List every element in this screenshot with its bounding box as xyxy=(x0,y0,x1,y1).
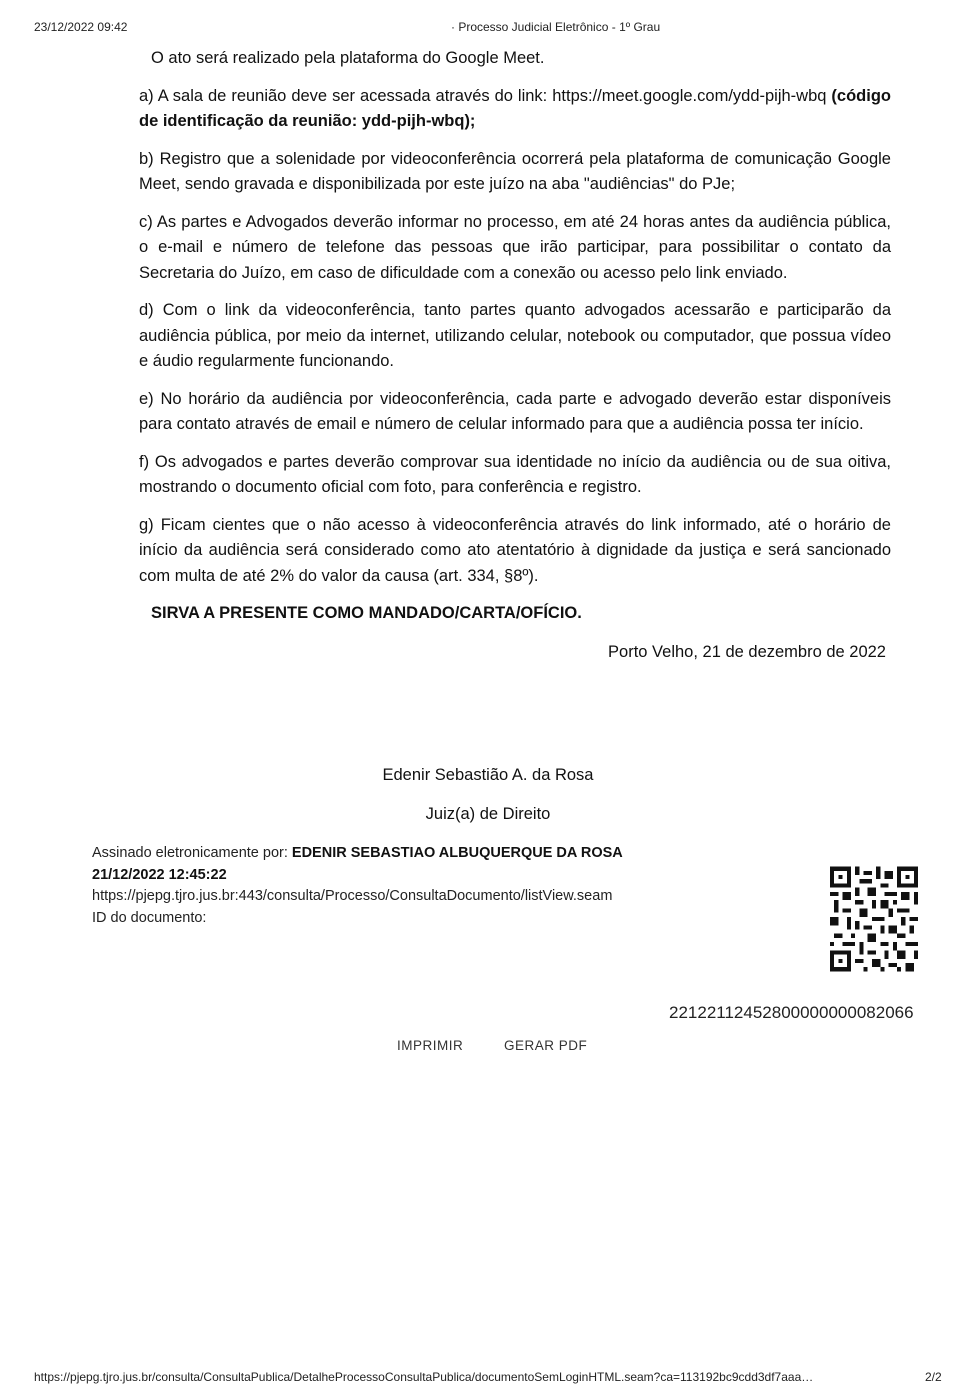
signer-role: Juiz(a) de Direito xyxy=(425,805,551,823)
page-number: 2/2 xyxy=(925,1370,942,1384)
place-date: Porto Velho, 21 de dezembro de 2022 xyxy=(608,642,886,661)
intro-paragraph: O ato será realizado pela plataforma do Google Meet. xyxy=(151,49,545,67)
signer-name: Edenir Sebastião A. da Rosa xyxy=(382,766,594,784)
signature-label: Assinado eletronicamente por: xyxy=(92,845,292,861)
item-a-meeting-code: (código de identificação da reunião: ydd-pijh-wbq); xyxy=(139,86,891,130)
item-a-paragraph xyxy=(139,84,891,135)
item-d-paragraph: d) Com o link da videoconferência, tanto partes quanto advogados acessarão e participarão da audiência pública, por meio da internet, utilizando celular, notebook ou computador, que possua vídeo e áudio regularmente funcionando. xyxy=(139,301,891,370)
signature-name: EDENIR SEBASTIAO ALBUQUERQUE DA ROSA xyxy=(291,845,623,861)
print-footer-url: https://pjepg.tjro.jus.br/consulta/ConsultaPublica/DetalheProcessoConsultaPublica/documentoSemLoginHTML.seam?ca=113192bc9cdd3df7aaa… xyxy=(34,1370,814,1384)
electronic-signature-block xyxy=(92,843,623,929)
item-c-paragraph: c) As partes e Advogados deverão informar no processo, em até 24 horas antes da audiência pública, o e-mail e número de telefone das pessoas que irão participar, para possibilitar o contato da Secretaria do Juízo, em caso de dificuldade com a conexão ou acesso pelo link enviado. xyxy=(139,212,891,282)
print-timestamp: 23/12/2022 09:42 xyxy=(34,20,128,34)
document-id-label: ID do documento: xyxy=(92,909,207,926)
generate-pdf-button[interactable]: GERAR PDF xyxy=(504,1038,588,1053)
print-footer xyxy=(0,1370,960,1388)
item-g-paragraph: g) Ficam cientes que o não acesso à videoconferência através do link informado, até o horário de início da audiência será considerado como ato atentatório à dignidade da justiça e será sancionado com multa de até 2% do valor da causa (art. 334, §8º). xyxy=(139,515,891,585)
qr-code-icon xyxy=(830,866,918,972)
document-id-number: 22122112452800000000082066 xyxy=(669,1003,914,1022)
item-a-text: a) A sala de reunião deve ser acessada através do link: https://meet.google.com/ydd-pijh-wbq xyxy=(139,86,827,105)
signature-line xyxy=(92,843,623,865)
signature-url: https://pjepg.tjro.jus.br:443/consulta/Processo/ConsultaDocumento/listView.seam xyxy=(92,888,613,904)
item-f-paragraph: f) Os advogados e partes deverão comprovar sua identidade no início da audiência ou de sua oitiva, mostrando o documento oficial com foto, para conferência e registro. xyxy=(139,452,891,496)
order-statement: SIRVA A PRESENTE COMO MANDADO/CARTA/OFÍCIO. xyxy=(151,604,582,622)
item-b-paragraph: b) Registro que a solenidade por videoconferência ocorrerá pela plataforma de comunicação Google Meet, sendo gravada e disponibilizada por este juízo na aba "audiências" do PJe; xyxy=(139,149,891,193)
print-title: · Processo Judicial Eletrônico - 1º Grau xyxy=(451,20,661,34)
print-button[interactable]: IMPRIMIR xyxy=(397,1038,464,1053)
item-e-paragraph: e) No horário da audiência por videoconferência, cada parte e advogado deverão estar disponíveis para contato através de email e número de celular informado para que a audiência possa ter início. xyxy=(139,389,891,433)
document-body xyxy=(139,46,891,665)
signature-datetime: 21/12/2022 12:45:22 xyxy=(92,866,227,883)
print-header xyxy=(0,20,960,38)
